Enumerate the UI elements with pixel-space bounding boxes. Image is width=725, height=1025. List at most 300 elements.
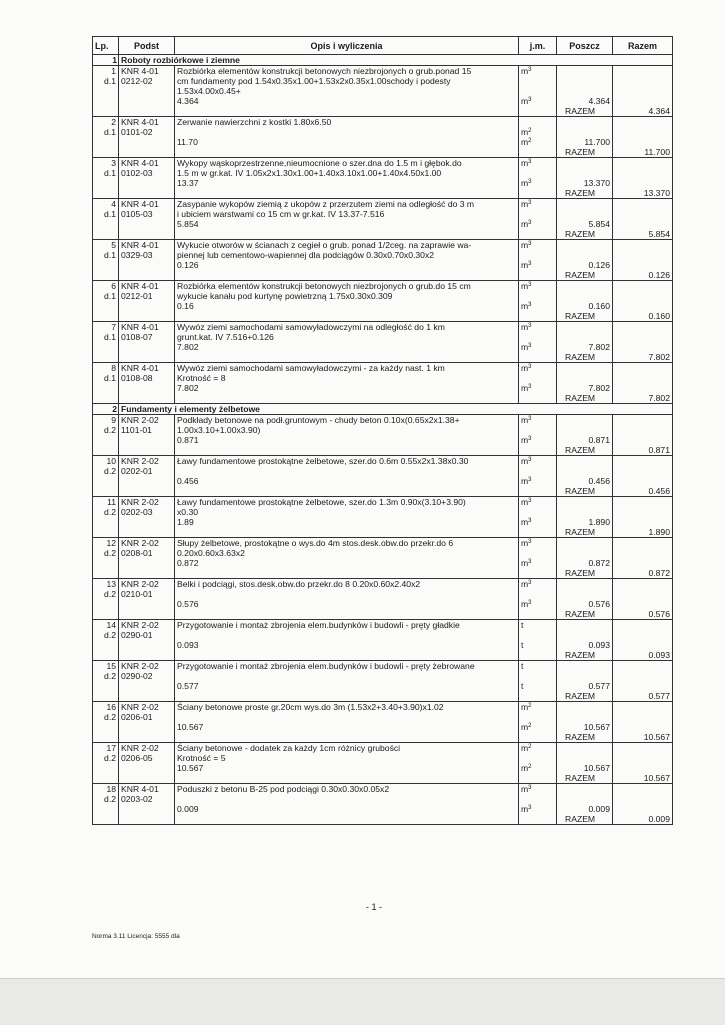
unit-label-calc: $m^3$: [521, 476, 532, 486]
cell-podst: [119, 579, 175, 620]
cell-razem: [613, 240, 673, 281]
cell-podst: [119, 702, 175, 743]
quantity-value: 0.872: [177, 558, 199, 568]
cell-unit: [519, 661, 557, 702]
cell-description: [175, 661, 519, 702]
description-line: Rozbiórka elementów konstrukcji betonowych niezbrojonych o grub.ponad 15: [177, 66, 472, 76]
unit-label: t: [521, 620, 524, 630]
unit-label: $m^3$: [521, 784, 532, 794]
total-value: 10.567: [643, 732, 670, 742]
unit-label: $m^3$: [521, 66, 532, 76]
header-opis: Opis i wyliczenia: [175, 37, 519, 55]
description-line: [177, 127, 516, 137]
description-line: Podkłady betonowe na podł.gruntowym - chudy beton 0.10x(0.65x2x1.38+: [177, 415, 460, 425]
item-number: 2: [111, 117, 116, 127]
partial-value: 10.567: [583, 763, 610, 773]
item-ref: d.1: [104, 168, 116, 178]
razem-label: RAZEM: [565, 229, 596, 239]
item-number: 17: [106, 743, 116, 753]
partial-value: 0.456: [588, 476, 610, 486]
item-number: 8: [111, 363, 116, 373]
cell-lp: [93, 702, 119, 743]
cell-unit: [519, 743, 557, 784]
cell-poszcz: [557, 322, 613, 363]
unit-label: $m^3$: [521, 240, 532, 250]
partial-value: 0.009: [588, 804, 610, 814]
cell-lp: [93, 199, 119, 240]
unit-label-calc: $m^3$: [521, 558, 532, 568]
cell-unit: [519, 117, 557, 158]
description-line: grunt.kat. IV 7.516+0.126: [177, 332, 274, 342]
cell-podst: [119, 158, 175, 199]
unit-label: $m^2$: [521, 127, 532, 137]
cell-razem: [613, 415, 673, 456]
total-value: 0.160: [648, 311, 670, 321]
description-line: wykucie kanału pod kurtynę powietrzną 1.75x0.30x0.309: [177, 291, 393, 301]
table-row: [93, 497, 673, 538]
catalogue-position: 0290-02: [121, 671, 153, 681]
quantity-value: 0.16: [177, 301, 194, 311]
total-value: 0.009: [648, 814, 670, 824]
unit-label-calc: t: [521, 681, 524, 691]
description-line: [177, 671, 516, 681]
catalogue-position: 0290-01: [121, 630, 153, 640]
catalogue-position: 0206-05: [121, 753, 153, 763]
description-line: Wykucie otworów w ścianach z cegieł o grub. ponad 1/2ceg. na zaprawie wa-: [177, 240, 472, 250]
header-lp: Lp.: [93, 37, 119, 55]
description-line: piennej lub cementowo-wapiennej dla podciągów 0.30x0.70x0.30x2: [177, 250, 435, 260]
catalogue-code: KNR 2-02: [121, 620, 159, 630]
item-number: 16: [106, 702, 116, 712]
header-razem: Razem: [613, 37, 673, 55]
header-poszcz: Poszcz: [557, 37, 613, 55]
cell-poszcz: [557, 620, 613, 661]
razem-label: RAZEM: [565, 188, 596, 198]
item-ref: d.2: [104, 466, 116, 476]
catalogue-position: 0208-01: [121, 548, 153, 558]
cell-poszcz: [557, 117, 613, 158]
description-line: [177, 712, 516, 722]
catalogue-code: KNR 2-02: [121, 538, 159, 548]
partial-value: 0.093: [588, 640, 610, 650]
razem-label: RAZEM: [565, 691, 596, 701]
partial-value: 1.890: [588, 517, 610, 527]
cell-lp: [93, 322, 119, 363]
table-row: [93, 620, 673, 661]
cell-unit: [519, 281, 557, 322]
description-line: Wykopy wąskoprzestrzenne,nieumocnione o szer.dna do 1.5 m i głębok.do: [177, 158, 462, 168]
page-number: - 1 -: [366, 902, 383, 912]
cell-razem: [613, 538, 673, 579]
cell-unit: [519, 538, 557, 579]
unit-label: $m^2$: [521, 702, 532, 712]
cell-razem: [613, 579, 673, 620]
cell-poszcz: [557, 281, 613, 322]
quantity-value: 10.567: [177, 763, 204, 773]
table-row: [93, 66, 673, 117]
table-row: [93, 743, 673, 784]
cell-podst: [119, 743, 175, 784]
item-number: 6: [111, 281, 116, 291]
item-ref: d.2: [104, 589, 116, 599]
unit-label-calc: $m^2$: [521, 722, 532, 732]
razem-label: RAZEM: [565, 393, 596, 403]
header-podst: Podst: [119, 37, 175, 55]
table-row: [93, 784, 673, 825]
description-line: Przygotowanie i montaż zbrojenia elem.budynków i budowli - pręty gładkie: [177, 620, 460, 630]
cell-unit: [519, 415, 557, 456]
unit-label-calc: $m^3$: [521, 517, 532, 527]
unit-label-calc: $m^3$: [521, 804, 532, 814]
item-number: 11: [107, 497, 116, 507]
total-value: 4.364: [648, 106, 670, 116]
cell-poszcz: [557, 456, 613, 497]
catalogue-code: KNR 4-01: [121, 199, 159, 209]
description-line: Zasypanie wykopów ziemią z ukopów z przerzutem ziemi na odległość do 3 m: [177, 199, 475, 209]
description-line: Ławy fundamentowe prostokątne żelbetowe, szer.do 0.6m 0.55x2x1.38x0.30: [177, 456, 469, 466]
cell-unit: [519, 620, 557, 661]
table-row: [93, 661, 673, 702]
item-ref: d.2: [104, 507, 116, 517]
table-row: [93, 158, 673, 199]
catalogue-code: KNR 4-01: [121, 281, 159, 291]
quantity-value: 0.871: [177, 435, 199, 445]
razem-label: RAZEM: [565, 527, 596, 537]
table-row: [93, 240, 673, 281]
quantity-value: 10.567: [177, 722, 204, 732]
quantity-value: 7.802: [177, 383, 199, 393]
unit-label-calc: $m^3$: [521, 260, 532, 270]
catalogue-code: KNR 4-01: [121, 784, 159, 794]
cell-unit: [519, 497, 557, 538]
cell-description: [175, 456, 519, 497]
cell-lp: [93, 497, 119, 538]
table-row: [93, 199, 673, 240]
catalogue-position: 0203-02: [121, 794, 153, 804]
total-value: 7.802: [648, 352, 670, 362]
partial-value: 7.802: [588, 383, 610, 393]
partial-value: 0.871: [588, 435, 610, 445]
quantity-value: 0.009: [177, 804, 199, 814]
partial-value: 5.854: [588, 219, 610, 229]
table-row: [93, 281, 673, 322]
description-line: Belki i podciągi, stos.desk.obw.do przekr.do 8 0.20x0.60x2.40x2: [177, 579, 421, 589]
item-ref: d.1: [104, 332, 116, 342]
table-body: [93, 55, 673, 825]
description-line: Ławy fundamentowe prostokątne żelbetowe, szer.do 1.3m 0.90x(3.10+3.90): [177, 497, 466, 507]
description-line: [177, 794, 516, 804]
razem-label: RAZEM: [565, 311, 596, 321]
partial-value: 0.577: [588, 681, 610, 691]
unit-label: $m^3$: [521, 579, 532, 589]
partial-value: 0.576: [588, 599, 610, 609]
catalogue-code: KNR 2-02: [121, 661, 159, 671]
item-number: 7: [111, 322, 116, 332]
table-row: [93, 415, 673, 456]
item-ref: d.2: [104, 630, 116, 640]
catalogue-code: KNR 2-02: [121, 579, 159, 589]
cell-razem: [613, 661, 673, 702]
item-ref: d.1: [104, 209, 116, 219]
description-line: cm fundamenty pod 1.54x0.35x1.00+1.53x2x0.35x1.00schody i podesty: [177, 76, 451, 86]
item-number: 10: [106, 456, 116, 466]
item-ref: d.2: [104, 712, 116, 722]
cell-unit: [519, 784, 557, 825]
razem-label: RAZEM: [565, 650, 596, 660]
cell-razem: [613, 158, 673, 199]
catalogue-position: 0108-07: [121, 332, 153, 342]
cell-razem: [613, 66, 673, 117]
catalogue-position: 0202-03: [121, 507, 153, 517]
description-line: Przygotowanie i montaż zbrojenia elem.budynków i budowli - pręty żebrowane: [177, 661, 475, 671]
catalogue-code: KNR 2-02: [121, 743, 159, 753]
quantity-value: 1.89: [177, 517, 194, 527]
quantity-value: 7.802: [177, 342, 199, 352]
cell-description: [175, 538, 519, 579]
cell-lp: [93, 240, 119, 281]
item-ref: d.1: [104, 373, 116, 383]
razem-label: RAZEM: [565, 568, 596, 578]
description-line: [177, 589, 516, 599]
unit-label: $m^3$: [521, 456, 532, 466]
cell-podst: [119, 661, 175, 702]
item-ref: d.2: [104, 753, 116, 763]
cell-lp: [93, 281, 119, 322]
item-ref: d.2: [104, 425, 116, 435]
razem-label: RAZEM: [565, 732, 596, 742]
description-line: 1.53x4.00x0.45+: [177, 86, 241, 96]
item-number: 9: [111, 415, 116, 425]
cell-lp: [93, 784, 119, 825]
cell-podst: [119, 620, 175, 661]
description-line: 1.5 m w gr.kat. IV 1.05x2x1.30x1.00+1.40x3.10x1.00+1.40x4.50x1.00: [177, 168, 442, 178]
total-value: 0.872: [648, 568, 670, 578]
total-value: 7.802: [648, 393, 670, 403]
cell-podst: [119, 415, 175, 456]
unit-label-calc: $m^3$: [521, 342, 532, 352]
unit-label-calc: $m^3$: [521, 599, 532, 609]
catalogue-code: KNR 2-02: [121, 702, 159, 712]
item-ref: d.2: [104, 548, 116, 558]
cell-lp: [93, 743, 119, 784]
total-value: 10.567: [643, 773, 670, 783]
item-ref: d.1: [104, 250, 116, 260]
cell-description: [175, 281, 519, 322]
cell-unit: [519, 66, 557, 117]
cell-description: [175, 702, 519, 743]
cell-podst: [119, 363, 175, 404]
table-row: [93, 117, 673, 158]
catalogue-position: 0212-02: [121, 76, 153, 86]
catalogue-position: 0212-01: [121, 291, 153, 301]
cell-razem: [613, 784, 673, 825]
cell-poszcz: [557, 743, 613, 784]
total-value: 0.576: [648, 609, 670, 619]
unit-label: $m^3$: [521, 415, 532, 425]
cell-unit: [519, 579, 557, 620]
catalogue-position: 0102-03: [121, 168, 153, 178]
catalogue-code: KNR 4-01: [121, 158, 159, 168]
cell-lp: [93, 158, 119, 199]
cell-poszcz: [557, 497, 613, 538]
quantity-value: 0.577: [177, 681, 199, 691]
item-ref: d.2: [104, 794, 116, 804]
cell-lp: [93, 456, 119, 497]
total-value: 0.126: [648, 270, 670, 280]
cell-lp: [93, 661, 119, 702]
cell-podst: [119, 240, 175, 281]
cell-poszcz: [557, 158, 613, 199]
unit-label-calc: $m^3$: [521, 301, 532, 311]
description-line: Ściany betonowe proste gr.20cm wys.do 3m (1.53x2+3.40+3.90)x1.02: [177, 702, 444, 712]
catalogue-position: 0210-01: [121, 589, 153, 599]
cell-description: [175, 743, 519, 784]
cell-unit: [519, 240, 557, 281]
cell-razem: [613, 199, 673, 240]
razem-label: RAZEM: [565, 270, 596, 280]
table-row: [93, 322, 673, 363]
cell-unit: [519, 158, 557, 199]
cell-podst: [119, 322, 175, 363]
section-title: Fundamenty i elementy żelbetowe: [119, 404, 673, 415]
cell-podst: [119, 784, 175, 825]
description-line: [177, 466, 516, 476]
catalogue-code: KNR 2-02: [121, 415, 159, 425]
cell-poszcz: [557, 199, 613, 240]
cell-podst: [119, 281, 175, 322]
quantity-value: 13.37: [177, 178, 199, 188]
catalogue-position: 0206-01: [121, 712, 153, 722]
catalogue-code: KNR 4-01: [121, 322, 159, 332]
description-line: Krotność = 5: [177, 753, 226, 763]
cell-poszcz: [557, 363, 613, 404]
quantity-value: 4.364: [177, 96, 199, 106]
total-value: 0.093: [648, 650, 670, 660]
unit-label: $m^3$: [521, 199, 532, 209]
unit-label-calc: $m^2$: [521, 763, 532, 773]
total-value: 5.854: [648, 229, 670, 239]
catalogue-code: KNR 2-02: [121, 456, 159, 466]
table-row: [93, 538, 673, 579]
razem-label: RAZEM: [565, 773, 596, 783]
cell-lp: [93, 415, 119, 456]
cell-podst: [119, 497, 175, 538]
cell-lp: [93, 117, 119, 158]
item-ref: d.1: [104, 291, 116, 301]
cell-description: [175, 363, 519, 404]
description-line: i ubiciem warstwami co 15 cm w gr.kat. IV 13.37-7.516: [177, 209, 385, 219]
catalogue-code: KNR 4-01: [121, 363, 159, 373]
unit-label: $m^2$: [521, 743, 532, 753]
catalogue-position: 0108-08: [121, 373, 153, 383]
catalogue-position: 1101-01: [121, 425, 152, 435]
quantity-value: 5.854: [177, 219, 199, 229]
section-row: [93, 55, 673, 66]
cell-poszcz: [557, 702, 613, 743]
cell-poszcz: [557, 240, 613, 281]
cell-lp: [93, 579, 119, 620]
cell-description: [175, 784, 519, 825]
description-line: Ściany betonowe - dodatek za każdy 1cm różnicy grubości: [177, 743, 401, 753]
item-number: 15: [106, 661, 116, 671]
item-number: 5: [111, 240, 116, 250]
section-number: 1: [93, 55, 119, 66]
table-row: [93, 363, 673, 404]
unit-label-calc: $m^3$: [521, 96, 532, 106]
description-line: Zerwanie nawierzchni z kostki 1.80x6.50: [177, 117, 332, 127]
item-number: 18: [106, 784, 116, 794]
partial-value: 13.370: [583, 178, 610, 188]
cell-unit: [519, 702, 557, 743]
item-number: 12: [106, 538, 116, 548]
total-value: 11.700: [644, 147, 670, 157]
cell-description: [175, 158, 519, 199]
cell-description: [175, 620, 519, 661]
partial-value: 4.364: [588, 96, 610, 106]
cell-lp: [93, 66, 119, 117]
cell-poszcz: [557, 415, 613, 456]
description-line: Krotność = 8: [177, 373, 226, 383]
cell-poszcz: [557, 661, 613, 702]
total-value: 0.577: [648, 691, 670, 701]
unit-label: t: [521, 661, 524, 671]
item-ref: d.1: [104, 127, 116, 137]
description-line: Poduszki z betonu B-25 pod podciągi 0.30x0.30x0.05x2: [177, 784, 390, 794]
total-value: 13.370: [643, 188, 670, 198]
razem-label: RAZEM: [565, 486, 596, 496]
cell-razem: [613, 456, 673, 497]
cell-poszcz: [557, 579, 613, 620]
total-value: 1.890: [648, 527, 670, 537]
cell-podst: [119, 199, 175, 240]
total-value: 0.871: [648, 445, 670, 455]
razem-label: RAZEM: [565, 106, 596, 116]
table-row: [93, 579, 673, 620]
description-line: [177, 630, 516, 640]
cell-description: [175, 322, 519, 363]
license-note: Norma 3.11 Licencja: 5555 dla: [92, 933, 180, 940]
catalogue-position: 0101-02: [121, 127, 153, 137]
razem-label: RAZEM: [565, 352, 596, 362]
cell-poszcz: [557, 538, 613, 579]
table-header-row: [93, 37, 673, 55]
cell-razem: [613, 322, 673, 363]
unit-label-calc: $m^3$: [521, 219, 532, 229]
cell-unit: [519, 199, 557, 240]
quantity-value: 0.093: [177, 640, 199, 650]
catalogue-code: KNR 4-01: [121, 117, 159, 127]
unit-label: $m^3$: [521, 281, 532, 291]
cell-podst: [119, 456, 175, 497]
catalogue-position: 0329-03: [121, 250, 153, 260]
cell-razem: [613, 281, 673, 322]
cell-razem: [613, 702, 673, 743]
quantity-value: 11.70: [177, 137, 198, 147]
unit-label-calc: $m^2$: [521, 137, 532, 147]
partial-value: 7.802: [588, 342, 610, 352]
partial-value: 11.700: [584, 137, 610, 147]
description-line: Słupy żelbetowe, prostokątne o wys.do 4m stos.desk.obw.do przekr.do 6: [177, 538, 454, 548]
partial-value: 0.160: [588, 301, 610, 311]
unit-label: $m^3$: [521, 497, 532, 507]
cell-podst: [119, 117, 175, 158]
unit-label-calc: $m^3$: [521, 435, 532, 445]
unit-label-calc: $m^3$: [521, 383, 532, 393]
catalogue-code: KNR 2-02: [121, 497, 159, 507]
cell-razem: [613, 497, 673, 538]
item-number: 13: [106, 579, 116, 589]
cell-unit: [519, 456, 557, 497]
